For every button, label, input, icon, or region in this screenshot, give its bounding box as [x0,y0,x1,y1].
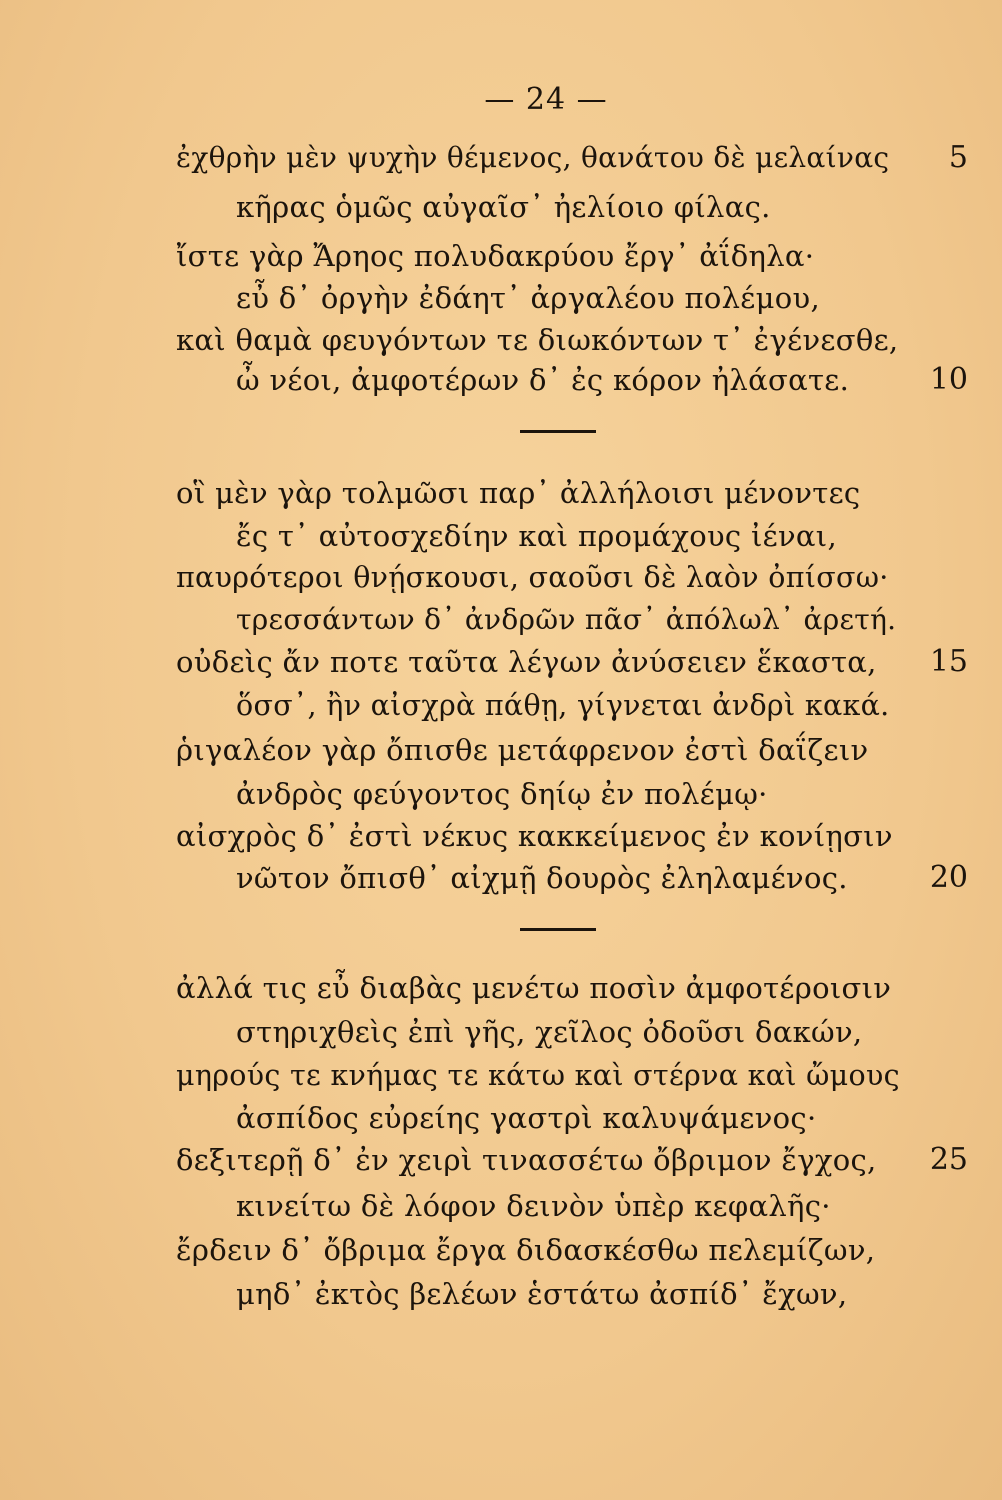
verse-line: μηρούς τε κνήμας τε κάτω καὶ στέρνα καὶ ὤμους [176,1059,900,1092]
line-number: 15 [929,644,968,679]
verse-line: μηδ᾽ ἐκτὸς βελέων ἑστάτω ἀσπίδ᾽ ἔχων, [236,1277,848,1311]
verse-line: ὦ νέοι, ἀμφοτέρων δ᾽ ἐς κόρον ἠλάσατε. [236,363,850,397]
line-number: 25 [929,1142,968,1177]
line-number: 5 [948,140,968,175]
section-divider [520,430,596,433]
verse-line: στηριχθεὶς ἐπὶ γῆς, χεῖλος ὀδοῦσι δακών, [236,1015,863,1049]
verse-line: κῆρας ὁμῶς αὐγαῖσ᾽ ἠελίοιο φίλας. [236,190,771,224]
verse-line: ἀλλά τις εὖ διαβὰς μενέτω ποσὶν ἀμφοτέροισιν [176,971,892,1005]
verse-line: ἀσπίδος εὐρείης γαστρὶ καλυψάμενος· [236,1101,817,1135]
verse-line: ῥιγαλέον γὰρ ὄπισθε μετάφρενον ἐστὶ δαΐζειν [176,733,869,767]
verse-line: ἔρδειν δ᾽ ὄβριμα ἔργα διδασκέσθω πελεμίζων, [176,1233,876,1267]
verse-line: ἴστε γὰρ Ἄρηος πολυδακρύου ἔργ᾽ ἀΐδηλα· [176,239,815,273]
verse-line: τρεσσάντων δ᾽ ἀνδρῶν πᾶσ᾽ ἀπόλωλ᾽ ἀρετή. [236,603,897,636]
verse-line: νῶτον ὄπισθ᾽ αἰχμῇ δουρὸς ἐληλαμένος. [236,861,848,895]
verse-line: ἀνδρὸς φεύγοντος δηίῳ ἐν πολέμῳ· [236,777,768,811]
verse-line: οἳ μὲν γὰρ τολμῶσι παρ᾽ ἀλλήλοισι μένοντες [176,476,861,510]
verse-line: ἔς τ᾽ αὐτοσχεδίην καὶ προμάχους ἰέναι, [236,519,837,553]
verse-line: ἐχθρὴν μὲν ψυχὴν θέμενος, θανάτου δὲ μελαίνας [176,141,890,174]
verse-line: αἰσχρὸς δ᾽ ἐστὶ νέκυς κακκείμενος ἐν κονίῃσιν [176,819,893,853]
verse-line: δεξιτερῇ δ᾽ ἐν χειρὶ τινασσέτω ὄβριμον ἔγχος, [176,1143,877,1177]
page-number: — 24 — [484,82,608,117]
line-number: 10 [929,362,968,397]
verse-line: καὶ θαμὰ φευγόντων τε διωκόντων τ᾽ ἐγένεσθε, [176,323,899,357]
verse-line: ὅσσ᾽, ἢν αἰσχρὰ πάθῃ, γίγνεται ἀνδρὶ κακά. [236,689,890,722]
section-divider [520,928,596,931]
verse-line: κινείτω δὲ λόφον δεινὸν ὑπὲρ κεφαλῆς· [236,1189,831,1223]
line-number: 20 [929,860,968,895]
verse-line: εὖ δ᾽ ὀργὴν ἐδάητ᾽ ἀργαλέου πολέμου, [236,281,820,315]
verse-line: οὐδεὶς ἄν ποτε ταῦτα λέγων ἀνύσειεν ἕκαστα, [176,645,877,679]
verse-line: παυρότεροι θνῄσκουσι, σαοῦσι δὲ λαὸν ὀπίσσω· [176,561,889,594]
